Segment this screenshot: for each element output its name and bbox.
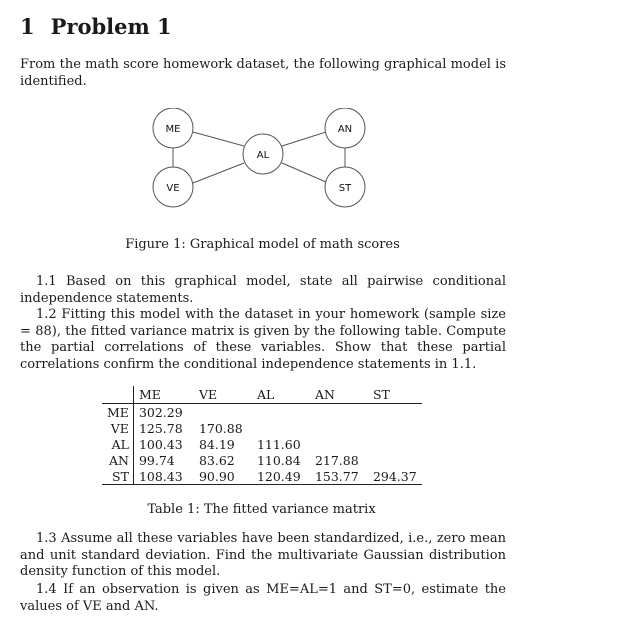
edge-ve-al	[193, 163, 244, 183]
table-row	[102, 420, 422, 436]
table-cell: 100.43	[138, 436, 183, 452]
figure-caption: Figure 1: Graphical model of math scores	[125, 237, 400, 252]
node-label-ve: VE	[166, 183, 180, 194]
section-title: Problem 1	[50, 14, 172, 39]
table-header-row	[102, 386, 422, 404]
table-cell	[368, 436, 422, 452]
node-label-an: AN	[337, 124, 353, 135]
question-1-4: 1.4 If an observation is given as ME=AL=1 and ST=0, estimate the values of VE and AN.	[20, 582, 506, 614]
table-cell: 302.29	[138, 404, 183, 420]
table-cell: 84.19	[198, 436, 235, 452]
question-1-2: 1.2 Fitting this model with the dataset in your homework (sample size = 88), the fitted variance matrix is given by the following table. Compute the partial correlations of these variables. Show that these partial correlations confirm the conditional independence statements in 1.1.	[20, 307, 506, 372]
graphical-model-figure	[150, 108, 390, 214]
table-cell	[194, 404, 252, 421]
column-header: VE	[194, 386, 252, 404]
table-cell: 120.49	[252, 468, 310, 485]
section-number: 1	[20, 14, 35, 39]
table-cell: 217.88	[314, 452, 359, 468]
node-label-al: AL	[256, 150, 270, 161]
table-row	[102, 468, 422, 485]
row-header: VE	[102, 420, 133, 436]
question-1-3: 1.3 Assume all these variables have been standardized, i.e., zero mean and unit standard deviation. Find the multivariate Gaussian distribution density function of this model.	[20, 531, 506, 579]
table-cell: 153.77	[310, 468, 368, 485]
table-corner-cell	[102, 386, 133, 404]
table-cell	[368, 452, 422, 468]
table-cell	[310, 404, 368, 421]
table-cell	[252, 404, 310, 421]
row-header: AN	[102, 452, 133, 468]
edge-al-an	[282, 132, 326, 146]
table-cell: 83.62	[198, 452, 235, 468]
column-header: AL	[252, 386, 310, 404]
table-cell: 125.78	[138, 420, 183, 436]
table-cell	[310, 420, 368, 436]
column-header: AN	[310, 386, 368, 404]
section-heading	[20, 14, 172, 39]
table-cell	[368, 420, 422, 436]
table-cell: 110.84	[256, 452, 301, 468]
table-cell: 90.90	[194, 468, 252, 485]
table-cell: 294.37	[368, 468, 422, 485]
table-caption: Table 1: The fitted variance matrix	[147, 502, 376, 517]
row-header: ST	[102, 468, 133, 485]
row-header: AL	[102, 436, 133, 452]
table-cell	[310, 436, 368, 452]
node-label-st: ST	[338, 183, 352, 194]
table-cell	[368, 404, 422, 421]
table-cell	[252, 420, 310, 436]
column-header: ME	[133, 386, 194, 404]
node-label-me: ME	[165, 124, 181, 135]
table-cell: 99.74	[138, 452, 175, 468]
edge-al-st	[282, 163, 326, 182]
table-row	[102, 436, 422, 452]
table-cell: 170.88	[198, 420, 243, 436]
column-header: ST	[368, 386, 422, 404]
table-row	[102, 452, 422, 468]
table-row	[102, 404, 422, 421]
intro-paragraph: From the math score homework dataset, the following graphical model is identified.	[20, 57, 506, 89]
table-cell: 108.43	[133, 468, 194, 485]
row-header: ME	[102, 404, 133, 421]
edge-me-al	[193, 132, 244, 146]
table-cell: 111.60	[256, 436, 301, 452]
variance-matrix-table	[102, 386, 422, 485]
question-1-1: 1.1 Based on this graphical model, state all pairwise conditional independence statements.	[20, 274, 506, 306]
